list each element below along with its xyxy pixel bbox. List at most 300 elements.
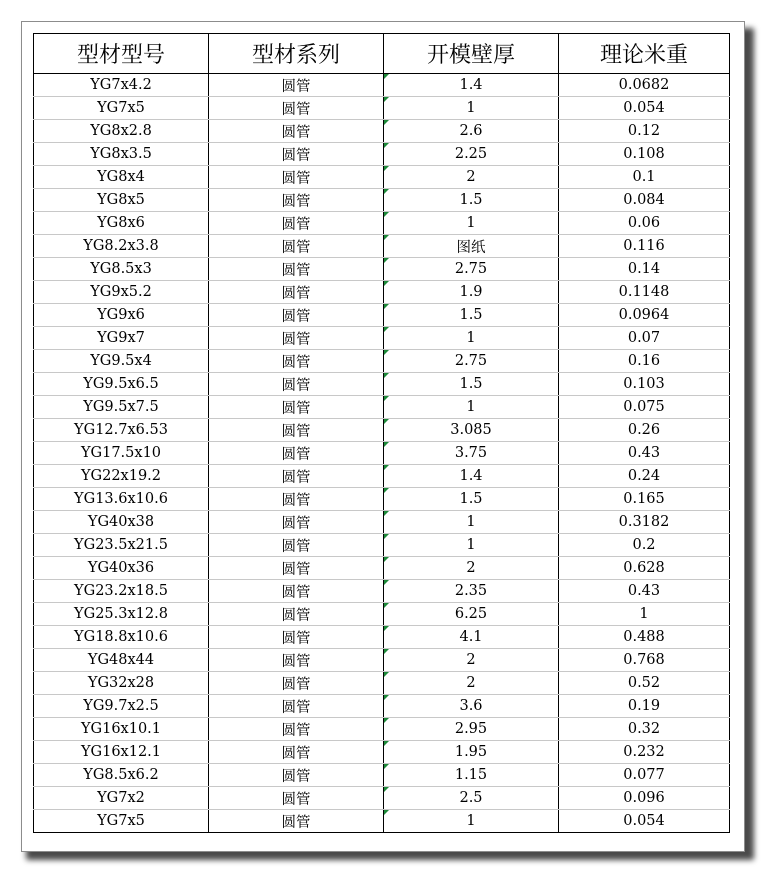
cell-model[interactable] [34,511,209,534]
cell-weight[interactable] [559,74,730,97]
cell-text: 圆管 [281,653,311,670]
cell-text: YG40x36 [87,560,155,576]
cell-weight[interactable] [559,373,730,396]
cell-weight[interactable] [559,649,730,672]
cell-text: 1 [466,100,476,116]
number-as-text-indicator-icon [384,787,389,792]
number-as-text-indicator-icon [384,672,389,677]
number-as-text-indicator-icon [384,511,389,516]
cell-weight[interactable] [559,442,730,465]
cell-text: YG9x5.2 [90,284,152,300]
number-as-text-indicator-icon [384,695,389,700]
cell-series[interactable] [209,97,384,120]
cell-text: 0.14 [627,261,661,277]
cell-series[interactable] [209,764,384,787]
cell-text: 1.5 [459,491,483,507]
cell-series[interactable] [209,810,384,833]
cell-series[interactable] [209,511,384,534]
number-as-text-indicator-icon [384,810,389,815]
table-row [34,74,730,97]
cell-weight[interactable] [559,511,730,534]
cell-series[interactable] [209,718,384,741]
table-row [34,603,730,626]
cell-wall-thickness[interactable] [384,166,559,189]
cell-model[interactable] [34,304,209,327]
cell-text: 圆管 [281,814,311,831]
table-row [34,580,730,603]
cell-series[interactable] [209,695,384,718]
cell-series[interactable] [209,672,384,695]
cell-weight[interactable] [559,281,730,304]
table-row [34,741,730,764]
cell-weight[interactable] [559,580,730,603]
cell-series[interactable] [209,304,384,327]
cell-wall-thickness[interactable] [384,396,559,419]
number-as-text-indicator-icon [384,488,389,493]
cell-text: 圆管 [281,791,311,808]
cell-text: 圆管 [281,147,311,164]
cell-text: 0.054 [623,813,665,829]
cell-weight[interactable] [559,764,730,787]
cell-model[interactable] [34,695,209,718]
cell-model[interactable] [34,189,209,212]
header-series[interactable]: 型材系列 [209,34,384,74]
number-as-text-indicator-icon [384,281,389,286]
cell-wall-thickness[interactable] [384,787,559,810]
cell-text: 0.19 [627,698,661,714]
cell-text: 圆管 [281,285,311,302]
cell-model[interactable] [34,281,209,304]
cell-text: 1 [466,330,476,346]
cell-text: YG48x44 [87,652,155,668]
table-row [34,465,730,488]
cell-model[interactable] [34,465,209,488]
cell-text: 2 [466,675,476,691]
cell-wall-thickness[interactable] [384,810,559,833]
number-as-text-indicator-icon [384,603,389,608]
cell-model[interactable] [34,442,209,465]
cell-weight[interactable] [559,166,730,189]
cell-wall-thickness[interactable] [384,580,559,603]
cell-weight[interactable] [559,488,730,511]
cell-weight[interactable] [559,557,730,580]
cell-text: 圆管 [281,722,311,739]
cell-text: 0.06 [627,215,661,231]
cell-wall-thickness[interactable] [384,557,559,580]
cell-model[interactable] [34,419,209,442]
cell-text: YG9.5x6.5 [83,376,159,392]
cell-text: YG9.7x2.5 [83,698,159,714]
cell-model[interactable] [34,212,209,235]
cell-text: 2 [466,560,476,576]
cell-series[interactable] [209,534,384,557]
cell-text: 圆管 [281,423,311,440]
header-row [34,34,730,74]
cell-text: 0.077 [623,767,665,783]
cell-text: 0.07 [627,330,661,346]
cell-weight[interactable] [559,350,730,373]
cell-wall-thickness[interactable] [384,189,559,212]
number-as-text-indicator-icon [384,764,389,769]
cell-series[interactable] [209,166,384,189]
cell-weight[interactable] [559,120,730,143]
cell-wall-thickness[interactable] [384,304,559,327]
cell-wall-thickness[interactable] [384,695,559,718]
cell-text: 1 [466,813,476,829]
cell-wall-thickness[interactable] [384,350,559,373]
cell-model[interactable] [34,350,209,373]
cell-series[interactable] [209,258,384,281]
cell-wall-thickness[interactable] [384,488,559,511]
cell-wall-thickness[interactable] [384,281,559,304]
cell-text: YG32x28 [87,675,155,691]
header-wall-thickness[interactable]: 开模壁厚 [384,34,559,74]
cell-text: 0.1 [632,169,656,185]
cell-text: 圆管 [281,492,311,509]
number-as-text-indicator-icon [384,534,389,539]
cell-wall-thickness[interactable] [384,143,559,166]
cell-series[interactable] [209,373,384,396]
cell-weight[interactable] [559,810,730,833]
cell-text: YG23.5x21.5 [74,537,168,553]
cell-text: 圆管 [281,78,311,95]
cell-weight[interactable] [559,212,730,235]
table-row [34,281,730,304]
cell-series[interactable] [209,74,384,97]
cell-model[interactable] [34,718,209,741]
cell-text: 3.085 [450,422,492,438]
cell-model[interactable] [34,741,209,764]
cell-wall-thickness[interactable] [384,97,559,120]
cell-text: 圆管 [281,193,311,210]
cell-text: 图纸 [456,239,486,256]
cell-series[interactable] [209,419,384,442]
cell-series[interactable] [209,235,384,258]
cell-text: 1.4 [459,468,483,484]
cell-weight[interactable] [559,327,730,350]
cell-text: 圆管 [281,584,311,601]
cell-series[interactable] [209,580,384,603]
table-row [34,534,730,557]
cell-text: 0.628 [623,560,665,576]
cell-text: 2 [466,652,476,668]
cell-text: 圆管 [281,630,311,647]
cell-model[interactable] [34,557,209,580]
cell-model[interactable] [34,580,209,603]
cell-text: 2.6 [459,123,483,139]
number-as-text-indicator-icon [384,143,389,148]
cell-text: 1.15 [454,767,488,783]
cell-text: 圆管 [281,308,311,325]
cell-wall-thickness[interactable] [384,534,559,557]
cell-model[interactable] [34,166,209,189]
table-row [34,120,730,143]
number-as-text-indicator-icon [384,465,389,470]
cell-text: 2.95 [454,721,488,737]
cell-text: 0.52 [627,675,661,691]
cell-weight[interactable] [559,695,730,718]
cell-series[interactable] [209,350,384,373]
cell-text: 1 [466,537,476,553]
cell-model[interactable] [34,672,209,695]
cell-model[interactable] [34,97,209,120]
table-row [34,258,730,281]
cell-text: 0.084 [623,192,665,208]
cell-text: 圆管 [281,607,311,624]
cell-text: YG7x2 [97,790,145,806]
cell-wall-thickness[interactable] [384,373,559,396]
cell-wall-thickness[interactable] [384,626,559,649]
cell-text: 圆管 [281,745,311,762]
cell-model[interactable] [34,764,209,787]
cell-wall-thickness[interactable] [384,258,559,281]
cell-text: YG9.5x4 [90,353,152,369]
cell-wall-thickness[interactable] [384,442,559,465]
cell-weight[interactable] [559,741,730,764]
cell-series[interactable] [209,787,384,810]
cell-text: 圆管 [281,216,311,233]
cell-text: 1 [466,215,476,231]
cell-text: YG12.7x6.53 [74,422,168,438]
cell-weight[interactable] [559,419,730,442]
table-row [34,557,730,580]
cell-series[interactable] [209,626,384,649]
cell-text: 圆管 [281,768,311,785]
cell-text: YG9x7 [97,330,145,346]
cell-text: 1.9 [459,284,483,300]
cell-text: 2.35 [454,583,488,599]
cell-model[interactable] [34,373,209,396]
table-row [34,488,730,511]
cell-text: YG8x3.5 [90,146,152,162]
cell-model[interactable] [34,74,209,97]
cell-wall-thickness[interactable] [384,718,559,741]
cell-weight[interactable] [559,304,730,327]
number-as-text-indicator-icon [384,396,389,401]
cell-wall-thickness[interactable] [384,74,559,97]
cell-text: YG7x5 [97,100,145,116]
cell-model[interactable] [34,787,209,810]
cell-text: 圆管 [281,446,311,463]
cell-series[interactable] [209,212,384,235]
table-row [34,626,730,649]
table-row [34,373,730,396]
cell-series[interactable] [209,741,384,764]
cell-text: 2.5 [459,790,483,806]
cell-text: 1 [639,606,649,622]
cell-text: YG8.2x3.8 [83,238,159,254]
cell-text: YG22x19.2 [80,468,162,484]
cell-text: 圆管 [281,377,311,394]
cell-text: 0.12 [627,123,661,139]
cell-text: 3.75 [454,445,488,461]
cell-text: 圆管 [281,262,311,279]
cell-series[interactable] [209,649,384,672]
cell-text: 0.3182 [618,514,670,530]
cell-wall-thickness[interactable] [384,212,559,235]
cell-text: 0.2 [632,537,656,553]
cell-text: YG40x38 [87,514,155,530]
cell-text: YG9x6 [97,307,145,323]
cell-text: 圆管 [281,515,311,532]
cell-text: 圆管 [281,170,311,187]
cell-text: YG13.6x10.6 [74,491,168,507]
cell-text: 0.108 [623,146,665,162]
cell-wall-thickness[interactable] [384,741,559,764]
cell-weight[interactable] [559,672,730,695]
cell-text: 圆管 [281,354,311,371]
cell-weight[interactable] [559,189,730,212]
number-as-text-indicator-icon [384,189,389,194]
table-row [34,350,730,373]
cell-weight[interactable] [559,718,730,741]
cell-weight[interactable] [559,534,730,557]
cell-text: 圆管 [281,124,311,141]
cell-model[interactable] [34,235,209,258]
cell-series[interactable] [209,557,384,580]
table-row [34,511,730,534]
cell-text: YG9.5x7.5 [83,399,159,415]
cell-model[interactable] [34,143,209,166]
cell-series[interactable] [209,442,384,465]
cell-model[interactable] [34,649,209,672]
cell-model[interactable] [34,488,209,511]
cell-model[interactable] [34,327,209,350]
table-row [34,327,730,350]
number-as-text-indicator-icon [384,327,389,332]
cell-weight[interactable] [559,97,730,120]
cell-text: 0.116 [623,238,665,254]
cell-model[interactable] [34,396,209,419]
cell-model[interactable] [34,120,209,143]
cell-wall-thickness[interactable] [384,603,559,626]
number-as-text-indicator-icon [384,419,389,424]
cell-text: 1.5 [459,307,483,323]
cell-series[interactable] [209,603,384,626]
profile-table [33,33,730,833]
cell-series[interactable] [209,143,384,166]
cell-wall-thickness[interactable] [384,327,559,350]
table-row [34,787,730,810]
cell-wall-thickness[interactable] [384,235,559,258]
table-row [34,764,730,787]
cell-series[interactable] [209,396,384,419]
cell-text: 0.165 [623,491,665,507]
cell-text: YG7x4.2 [90,77,152,93]
number-as-text-indicator-icon [384,97,389,102]
table-row [34,718,730,741]
table-row [34,304,730,327]
cell-text: 0.32 [627,721,661,737]
number-as-text-indicator-icon [384,304,389,309]
cell-text: 0.43 [627,445,661,461]
table-row [34,235,730,258]
cell-series[interactable] [209,327,384,350]
cell-wall-thickness[interactable] [384,511,559,534]
number-as-text-indicator-icon [384,580,389,585]
table-row [34,649,730,672]
cell-text: 0.232 [623,744,665,760]
cell-series[interactable] [209,189,384,212]
cell-weight[interactable] [559,396,730,419]
cell-text: 2.75 [454,353,488,369]
cell-model[interactable] [34,810,209,833]
cell-text: YG23.2x18.5 [74,583,168,599]
cell-weight[interactable] [559,787,730,810]
cell-text: YG8x2.8 [90,123,152,139]
cell-text: 0.096 [623,790,665,806]
cell-text: 0.054 [623,100,665,116]
cell-series[interactable] [209,488,384,511]
number-as-text-indicator-icon [384,626,389,631]
cell-text: YG8x4 [97,169,145,185]
table-row [34,212,730,235]
cell-series[interactable] [209,120,384,143]
number-as-text-indicator-icon [384,74,389,79]
cell-model[interactable] [34,258,209,281]
cell-weight[interactable] [559,235,730,258]
cell-text: 0.24 [627,468,661,484]
table-row [34,396,730,419]
cell-text: 6.25 [454,606,488,622]
cell-text: YG17.5x10 [80,445,162,461]
number-as-text-indicator-icon [384,649,389,654]
cell-series[interactable] [209,465,384,488]
cell-wall-thickness[interactable] [384,764,559,787]
cell-text: 1 [466,514,476,530]
cell-weight[interactable] [559,603,730,626]
cell-model[interactable] [34,626,209,649]
cell-text: 0.075 [623,399,665,415]
cell-weight[interactable] [559,258,730,281]
cell-text: 圆管 [281,331,311,348]
cell-text: YG7x5 [97,813,145,829]
cell-text: 0.768 [623,652,665,668]
cell-text: 圆管 [281,469,311,486]
header-weight-per-meter[interactable]: 理论米重 [559,34,730,74]
cell-weight[interactable] [559,143,730,166]
cell-weight[interactable] [559,626,730,649]
cell-weight[interactable] [559,465,730,488]
cell-text: 圆管 [281,561,311,578]
number-as-text-indicator-icon [384,442,389,447]
cell-wall-thickness[interactable] [384,649,559,672]
table-row [34,166,730,189]
cell-text: 圆管 [281,538,311,555]
cell-text: 1.5 [459,192,483,208]
cell-series[interactable] [209,281,384,304]
number-as-text-indicator-icon [384,350,389,355]
table-row [34,695,730,718]
number-as-text-indicator-icon [384,557,389,562]
cell-text: 2.75 [454,261,488,277]
number-as-text-indicator-icon [384,718,389,723]
header-model[interactable]: 型材型号 [34,34,209,74]
cell-wall-thickness[interactable] [384,419,559,442]
cell-text: 1.5 [459,376,483,392]
cell-wall-thickness[interactable] [384,120,559,143]
number-as-text-indicator-icon [384,258,389,263]
cell-text: YG16x10.1 [80,721,162,737]
cell-model[interactable] [34,534,209,557]
spreadsheet-sheet [21,21,745,852]
table-row [34,442,730,465]
cell-text: 1.95 [454,744,488,760]
number-as-text-indicator-icon [384,166,389,171]
cell-model[interactable] [34,603,209,626]
cell-wall-thickness[interactable] [384,672,559,695]
cell-wall-thickness[interactable] [384,465,559,488]
